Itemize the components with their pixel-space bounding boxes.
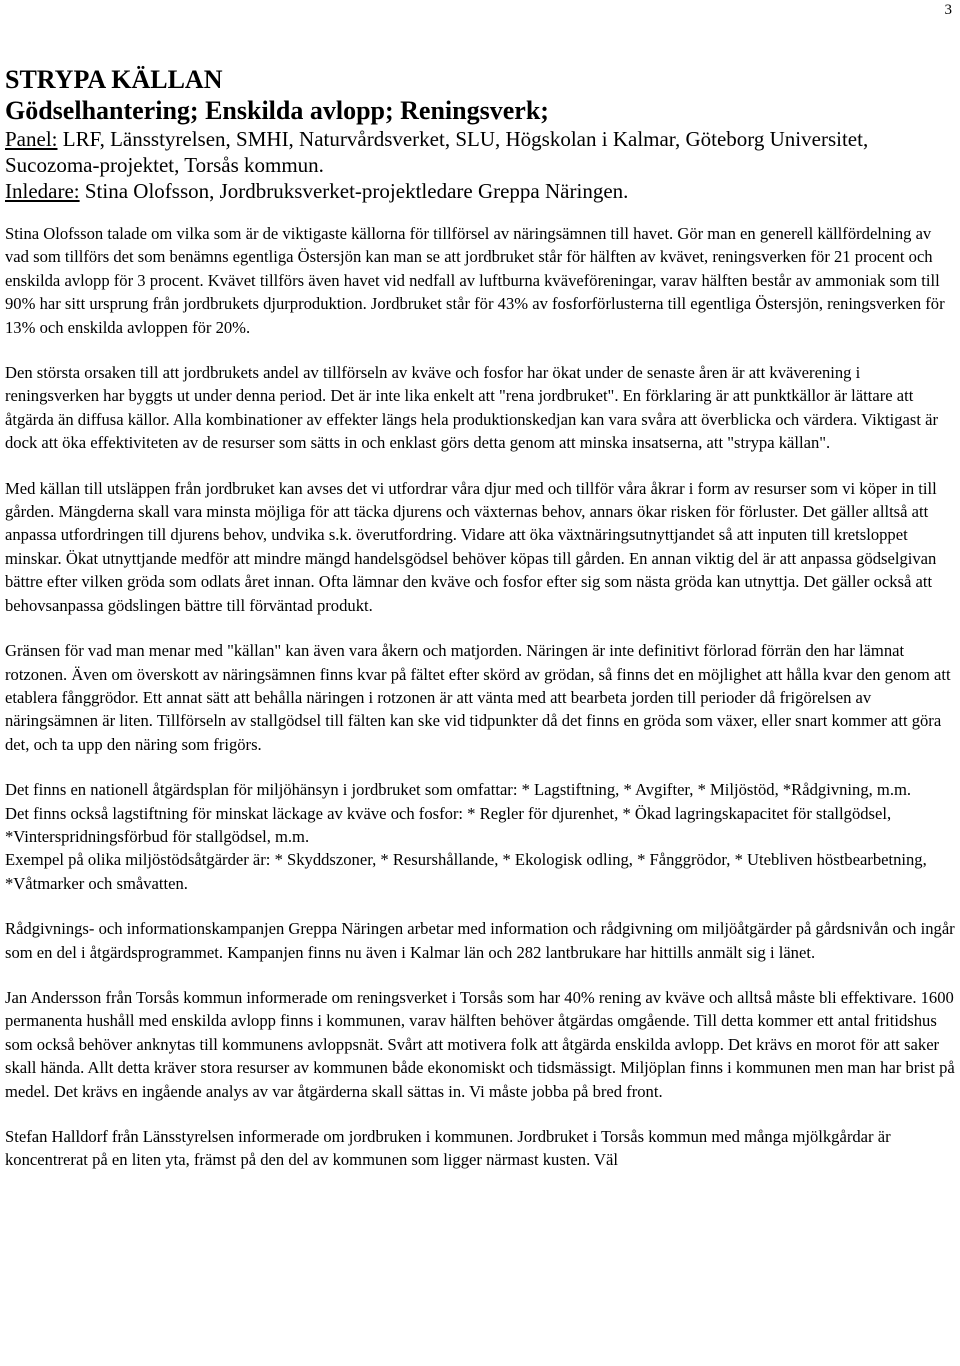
document-body <box>5 64 955 1172</box>
paragraph-main-cause: Den största orsaken till att jordbrukets andel av tillförseln av kväve och fosfor har ökat under de senaste åren är att kväverening i reningsverken har byggts ut under denna period. Det är inte lika enkelt att "rena jordbruket". En förklaring är att punktkällor är lättare att åtgärda än diffusa källor. Alla kombinationer av effekter längs hela produktionskedjan kan vara svåra att överblicka och värdera. Viktigast är dock att öka effektiviteten av de resurser som sätts in och enklast görs detta genom att minska insatserna, att "strypa källan". <box>5 363 938 453</box>
inledare-label: Inledare: <box>5 179 80 203</box>
paragraph-farm-inputs: Med källan till utsläppen från jordbruket kan avses det vi utfordrar våra djur med och tillför våra åkrar i form av resurser som vi köper in till gården. Mängderna skall vara minsta möjliga för att täcka djurens och växternas behov, annars ökar risken för förluster. Det gäller alltså att anpassa utfordringen till djurens behov, undvika s.k. överutfordring. Vidare att öka växtnäringsutnyttjandet så att inputen till kretsloppet minskar. Ökat utnyttjande medför att mindre mängd handelsgödsel behöver köpas till gården. En annan viktig del är att anpassa gödselgivan bättre efter vilken gröda som odlats året innan. Ofta lämnar den kväve och fosfor efter sig som nästa gröda kan utnyttja. Det gäller också att behovsanpassa gödslingen bättre till förväntad produkt. <box>5 478 937 615</box>
paragraph-root-zone: Gränsen för vad man menar med "källan" kan även vara åkern och matjorden. Näringen är inte definitivt förlorad förrän den har lämnat rotzonen. Även om överskott av näringsämnen finns kvar på fältet efter skörd av grödan, så finns det en möjlighet att hålla kvar den genom att etablera fånggrödor. Ett annat sätt att behålla näringen i rotzonen är att vänta med att bearbeta jorden till perioder då frigörelsen av näringsämnen är liten. Tillförseln av stallgödsel till fälten kan ske vid tidpunkter då det finns en gröda som växer, eller snart kommer att göra det, och ta upp den näring som frigörs. <box>5 641 951 754</box>
inledare-line <box>5 178 955 204</box>
paragraph-national-plan: Det finns en nationell åtgärdsplan för miljöhänsyn i jordbruket som omfattar: * Lagstiftning, * Avgifter, * Miljöstöd, *Rådgivning, m.m. <box>5 780 912 800</box>
panel-text: LRF, Länsstyrelsen, SMHI, Naturvårdsverket, SLU, Högskolan i Kalmar, Göteborg Universitet, Sucozoma-projektet, Torsås kommun. <box>5 127 869 177</box>
paragraph-legislation: Det finns också lagstiftning för minskat läckage av kväve och fosfor: * Regler för djurenhet, * Ökad lagringskapacitet för stallgödsel, *Vinterspridningsförbud för stallgödsel, m.m. <box>5 803 892 846</box>
inledare-text: Stina Olofsson, Jordbruksverket-projektledare Greppa Näringen. <box>79 179 629 203</box>
paragraph-source-distribution: Stina Olofsson talade om vilka som är de viktigaste källorna för tillförsel av näringsämnen till havet. Gör man en generell källfördelning av vad som tillförs det som benämns egentliga Östersjön kan man se att jordbruket står för hälften av kvävet, reningsverken för 21 procent och enskilda avlopp för 3 procent. Kvävet tillförs även havet vid nedfall av luftburna kväveföreningar, varav hälften består av ammoniak som till 90% har sitt ursprung från jordbrukets djurproduktion. Jordbruket står för 43% av fosforförlusterna till egentliga Östersjön, reningsverken för 13% och enskilda avloppen för 20%. <box>5 224 945 337</box>
paragraph-greppa-naringen: Rådgivnings- och informationskampanjen Greppa Näringen arbetar med information och rådgivning om miljöåtgärder på gårdsnivån och ingår som en del i åtgärdsprogrammet. Kampanjen finns nu även i Kalmar län och 282 lantbrukare har hittills anmält sig i länet. <box>5 919 955 962</box>
panel-line <box>5 126 955 178</box>
paragraph-stefan-halldorf: Stefan Halldorf från Länsstyrelsen informerade om jordbruken i kommunen. Jordbruket i Torsås kommun med många mjölkgårdar är koncentrerat på en liten yta, främst på den del av kommunen som ligger närmast kusten. Väl <box>5 1127 891 1170</box>
page-number: 3 <box>944 2 952 18</box>
paragraph-jan-andersson: Jan Andersson från Torsås kommun informerade om reningsverket i Torsås som har 40% rening av kväve och alltså måste bli effektivare. 1600 permanenta hushåll med enskilda avlopp finns i kommunen, varav hälften behöver åtgärdas omgående. Till detta kommer ett antal fritidshus som också behöver anknytas till kommunens avloppsnät. Svårt att motivera folk att åtgärda enskilda avlopp. Det krävs en morot för att saker skall hända. Allt detta kräver stora resurser av kommunen både ekonomiskt och tidsmässigt. Miljöplan finns i kommunen men man har brist på medel. Det krävs en ingående analys av var åtgärderna skall sättas in. Vi måste jobba på bred front. <box>5 987 955 1101</box>
panel-label: Panel: <box>5 127 58 151</box>
document-title: STRYPA KÄLLAN <box>5 65 223 94</box>
document-subtitle: Gödselhantering; Enskilda avlopp; Reningsverk; <box>5 96 549 125</box>
paragraph-environmental-support: Exempel på olika miljöstödsåtgärder är: * Skyddszoner, * Resurshållande, * Ekologisk odling, * Fånggrödor, * Utebliven höstbearbetning, *Våtmarker och småvatten. <box>5 850 927 893</box>
